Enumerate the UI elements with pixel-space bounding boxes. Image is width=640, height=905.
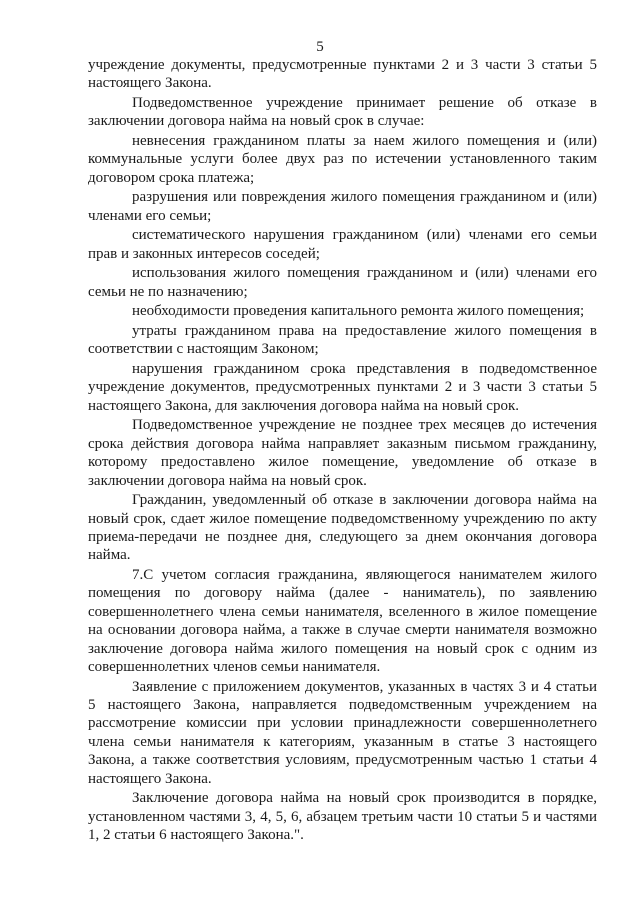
list-item: разрушения или повреждения жилого помещения гражданином и (или) членами его семьи;: [88, 189, 597, 224]
page-number: 5: [316, 39, 324, 55]
paragraph: учреждение документы, предусмотренные пунктами 2 и 3 части 3 статьи 5 настоящего Закона.: [88, 57, 597, 92]
paragraph: 7.С учетом согласия гражданина, являющегося нанимателем жилого помещения по договору найма (далее - наниматель), по заявлению совершеннолетнего члена семьи нанимателя, вселенного в жилое помещение на основании договора найма, а также в случае смерти нанимателя возможно заключение договора найма жилого помещения на новый срок с одним из совершеннолетних членов семьи нанимателя.: [88, 567, 597, 676]
list-item: невнесения гражданином платы за наем жилого помещения и (или) коммунальные услуги более двух раз по истечении установленного таким договором срока платежа;: [88, 133, 597, 186]
paragraph: Заключение договора найма на новый срок производится в порядке, установленном частями 3, 4, 5, 6, абзацем третьим части 10 статьи 5 и частями 1, 2 статьи 6 настоящего Закона.".: [88, 790, 597, 844]
list-item: необходимости проведения капитального ремонта жилого помещения;: [132, 303, 585, 320]
paragraph: Гражданин, уведомленный об отказе в заключении договора найма на новый срок, сдает жилое помещение подведомственному учреждению по акту приема-передачи не позднее дня, следующего за днем окончания договора найма.: [88, 492, 597, 564]
paragraph: Подведомственное учреждение принимает решение об отказе в заключении договора найма на новый срок в случае:: [88, 95, 597, 130]
paragraph: Подведомственное учреждение не позднее трех месяцев до истечения срока действия договора найма направляет заказным письмом гражданину, которому предоставлено жилое помещение, уведомление об отказе в заключении договора найма на новый срок.: [88, 417, 597, 489]
list-item: нарушения гражданином срока представления в подведомственное учреждение документов, предусмотренных пунктами 2 и 3 части 3 статьи 5 настоящего Закона, для заключения договора найма на новый срок.: [88, 361, 597, 414]
list-item: систематического нарушения гражданином (или) членами его семьи прав и законных интересов соседей;: [88, 227, 597, 262]
paragraph: Заявление с приложением документов, указанных в частях 3 и 4 статьи 5 настоящего Закона, направляется подведомственным учреждением на рассмотрение комиссии при условии принадлежности совершеннолетнего члена семьи нанимателя к категориям, указанным в статье 3 настоящего Закона, а также соответствия условиям, предусмотренным частью 1 статьи 4 настоящего Закона.: [88, 678, 597, 787]
list-item: использования жилого помещения гражданином и (или) членами его семьи не по назначению;: [88, 265, 597, 300]
list-item: утраты гражданином права на предоставление жилого помещения в соответствии с настоящим Законом;: [88, 323, 597, 358]
document-body: [88, 56, 597, 846]
